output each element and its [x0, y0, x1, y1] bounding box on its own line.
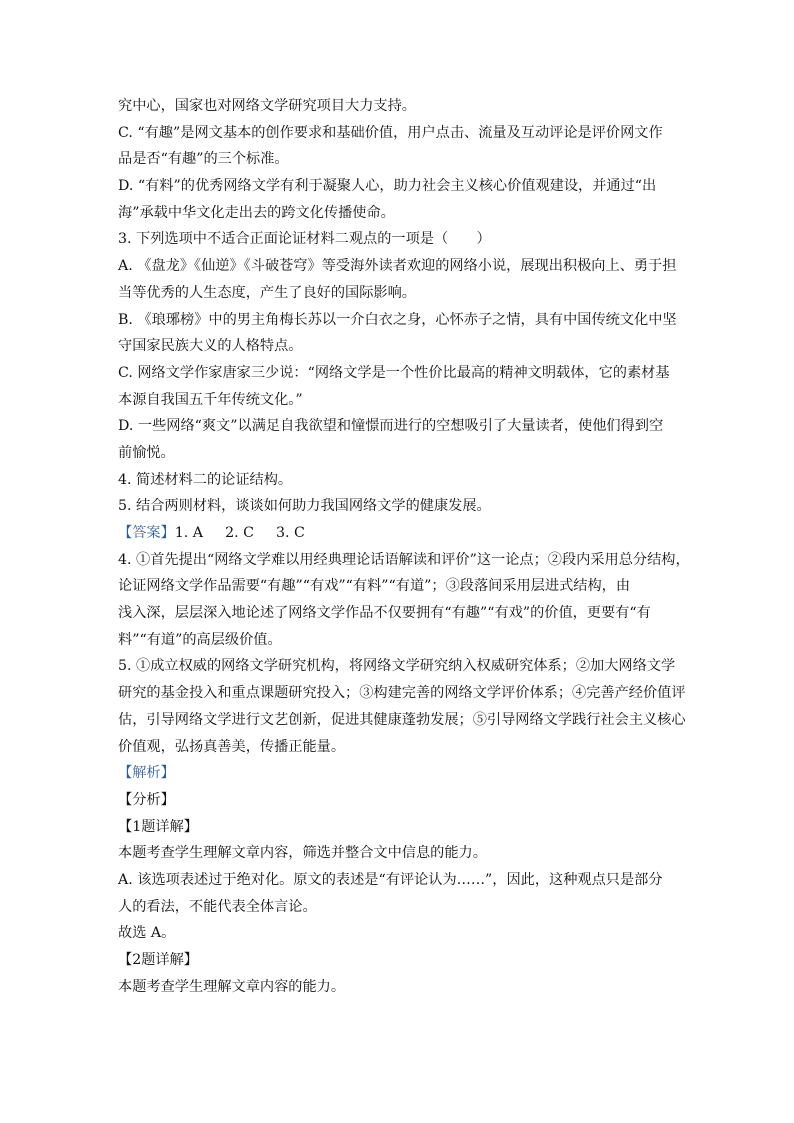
text-line: 品是否“有趣”的三个标准。: [118, 151, 289, 168]
text-line: 估，引导网络文学进行文艺创新，促进其健康蓬勃发展；⑤引导网络文学践行社会主义核心: [118, 711, 686, 728]
text-line: 价值观，弘扬真善美，传播正能量。: [118, 738, 346, 755]
answer-5-line: 5. ①成立权威的网络文学研究机构，将网络文学研究纳入权威研究体系；②加大网络文学: [118, 658, 676, 675]
question-3: 3. 下列选项中不适合正面论证材料二观点的一项是（ ）: [118, 231, 491, 248]
text-line: 守国家民族大义的人格特点。: [118, 338, 303, 355]
text-line: 研究的基金投入和重点课题研究投入；③构建完善的网络文学评价体系；④完善产经价值评: [118, 685, 686, 702]
text-line: 浅入深，层层深入地论述了网络文学作品不仅要拥有“有趣”“有戏”的价值，更要有“有: [118, 605, 651, 622]
answer-4-line: 4. ①首先提出“网络文学难以用经典理论话语解读和评价”这一论点；②段内采用总分结构，: [118, 551, 690, 568]
text-line: 人的看法，不能代表全体言论。: [118, 898, 317, 915]
question-4: 4. 简述材料二的论证结构。: [118, 471, 293, 488]
text-line: 本题考查学生理解文章内容的能力。: [118, 978, 346, 995]
answer-3: 3. C: [275, 525, 305, 541]
analysis-heading: 【分析】: [118, 791, 175, 808]
option-d: D. “有料”的优秀网络文学有利于凝聚人心，助力社会主义核心价值观建设，并通过“出: [118, 178, 657, 195]
text-line: 究中心，国家也对网络文学研究项目大力支持。: [118, 98, 416, 114]
text-line: 海”承载中华文化走出去的跨文化传播使命。: [118, 204, 395, 221]
analysis-tag: 【解析】: [118, 765, 175, 782]
text-line: A. 该选项表述过于绝对化。原文的表述是“有评论认为……”，因此，这种观点只是部分: [118, 871, 663, 888]
option-c: C. 网络文学作家唐家三少说：“网络文学是一个性价比最高的精神文明载体，它的素材基: [118, 364, 670, 381]
detail-heading-1: 【1题详解】: [118, 818, 198, 835]
text-line: 料”“有道”的高层级价值。: [118, 631, 282, 648]
option-d: D. 一些网络“爽文”以满足自我欲望和憧憬而进行的空想吸引了大量读者，使他们得到空: [118, 418, 664, 435]
text-line: 故选 A。: [118, 925, 176, 942]
detail-heading-2: 【2题详解】: [118, 952, 198, 968]
answer-line: [118, 520, 678, 547]
document-page: [118, 93, 690, 1000]
text-line: 当等优秀的人生态度，产生了良好的国际影响。: [118, 284, 416, 301]
text-line: 本源自我国五千年传统文化。”: [118, 391, 303, 408]
text-line: 本题考查学生理解文章内容，筛选并整合文中信息的能力。: [118, 845, 487, 862]
option-c: C. “有趣”是网文基本的创作要求和基础价值，用户点击、流量及互动评论是评价网文作: [118, 124, 663, 141]
answer-tag: 【答案】: [118, 525, 175, 541]
option-b: B. 《琅琊榜》中的男主角梅长苏以一介白衣之身，心怀赤子之情，具有中国传统文化中坚: [118, 311, 677, 328]
text-line: 前愉悦。: [118, 444, 175, 461]
text-line: 论证网络文学作品需要“有趣”“有戏”“有料”“有道”；③段落间采用层进式结构，由: [118, 578, 631, 595]
question-5: 5. 结合两则材料，谈谈如何助力我国网络文学的健康发展。: [118, 498, 491, 515]
answer-1: 1. A: [174, 525, 204, 541]
answer-2: 2. C: [225, 525, 254, 541]
option-a: A. 《盘龙》《仙逆》《斗破苍穹》等受海外读者欢迎的网络小说，展现出积极向上、勇于担: [118, 258, 677, 275]
